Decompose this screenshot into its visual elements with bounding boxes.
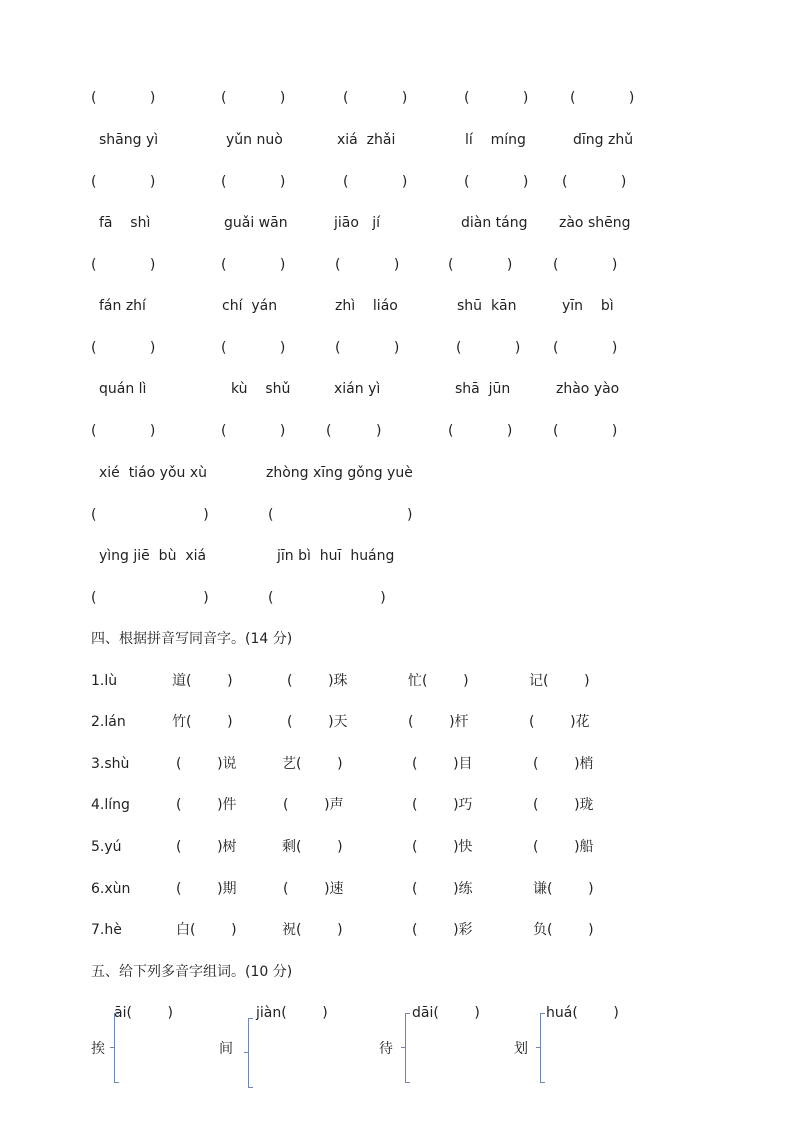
homophone-cell[interactable]: 祝( ) <box>282 922 343 938</box>
answer-blank[interactable]: ( ) <box>221 423 286 439</box>
answer-blank[interactable]: ( ) <box>343 90 408 106</box>
pinyin-idiom: yìng jiē bù xiá <box>99 548 207 564</box>
homophone-cell[interactable]: ( )说 <box>176 756 237 772</box>
answer-blank[interactable]: ( ) <box>570 90 635 106</box>
polyphone-pinyin[interactable]: huá( ) <box>546 1005 619 1021</box>
homophone-label: 5.yú <box>91 839 122 855</box>
homophone-cell[interactable]: ( )梢 <box>533 756 594 772</box>
pinyin-word: chí yán <box>222 298 278 314</box>
pinyin-idiom: jīn bì huī huáng <box>277 548 395 564</box>
answer-blank[interactable]: ( ) <box>91 257 156 273</box>
answer-blank[interactable]: ( ) <box>91 590 209 606</box>
pinyin-word: zhào yào <box>556 381 620 397</box>
homophone-cell[interactable]: ( )花 <box>529 714 590 730</box>
answer-blank[interactable]: ( ) <box>456 340 521 356</box>
answer-blank[interactable]: ( ) <box>553 423 618 439</box>
answer-blank[interactable]: ( ) <box>91 507 209 523</box>
answer-blank[interactable]: ( ) <box>448 257 513 273</box>
homophone-label: 6.xùn <box>91 881 131 897</box>
pinyin-idiom: zhòng xīng gǒng yuè <box>266 465 413 481</box>
bracket-icon <box>540 1013 547 1083</box>
polyphone-pinyin[interactable]: dāi( ) <box>412 1005 480 1021</box>
homophone-label: 2.lán <box>91 714 126 730</box>
homophone-cell[interactable]: 谦( ) <box>533 881 594 897</box>
homophone-cell[interactable]: ( )杆 <box>408 714 469 730</box>
answer-blank[interactable]: ( ) <box>464 90 529 106</box>
answer-blank[interactable]: ( ) <box>221 340 286 356</box>
pinyin-word: yǔn nuò <box>226 132 283 148</box>
homophone-label: 4.líng <box>91 797 130 813</box>
section-5-heading: 五、给下列多音字组词。(10 分) <box>91 964 293 980</box>
polyphone-char: 划 <box>514 1041 528 1057</box>
homophone-cell[interactable]: ( )件 <box>176 797 237 813</box>
pinyin-word: fā shì <box>99 215 151 231</box>
polyphone-pinyin[interactable]: jiàn( ) <box>256 1005 328 1021</box>
bracket-icon <box>248 1018 255 1088</box>
pinyin-word: xiá zhǎi <box>337 132 396 148</box>
answer-blank[interactable]: ( ) <box>464 174 529 190</box>
homophone-cell[interactable]: ( )速 <box>283 881 344 897</box>
homophone-cell[interactable]: ( )彩 <box>412 922 473 938</box>
pinyin-word: xián yì <box>334 381 381 397</box>
homophone-cell[interactable]: ( )天 <box>287 714 348 730</box>
homophone-cell[interactable]: ( )期 <box>176 881 237 897</box>
answer-blank[interactable]: ( ) <box>221 174 286 190</box>
pinyin-word: zhì liáo <box>335 298 398 314</box>
answer-blank[interactable]: ( ) <box>221 90 286 106</box>
bracket-icon <box>114 1013 121 1083</box>
homophone-cell[interactable]: ( )声 <box>283 797 344 813</box>
pinyin-word: dīng zhǔ <box>573 132 634 148</box>
homophone-cell[interactable]: 白( ) <box>176 922 237 938</box>
homophone-cell[interactable]: ( )目 <box>412 756 473 772</box>
pinyin-word: kù shǔ <box>231 381 291 397</box>
answer-blank[interactable]: ( ) <box>562 174 627 190</box>
homophone-cell[interactable]: 剩( ) <box>282 839 343 855</box>
pinyin-word: shā jūn <box>455 381 511 397</box>
homophone-cell[interactable]: 负( ) <box>533 922 594 938</box>
homophone-cell[interactable]: ( )珠 <box>287 673 348 689</box>
answer-blank[interactable]: ( ) <box>553 340 618 356</box>
pinyin-idiom: xié tiáo yǒu xù <box>99 465 207 481</box>
homophone-cell[interactable]: 忙( ) <box>408 673 469 689</box>
homophone-cell[interactable]: ( )练 <box>412 881 473 897</box>
bracket-icon <box>405 1013 412 1083</box>
pinyin-word: guǎi wān <box>224 215 288 231</box>
homophone-label: 7.hè <box>91 922 122 938</box>
answer-blank[interactable]: ( ) <box>343 174 408 190</box>
polyphone-char: 间 <box>219 1041 233 1057</box>
homophone-label: 1.lù <box>91 673 118 689</box>
section-4-heading: 四、根据拼音写同音字。(14 分) <box>91 631 293 647</box>
homophone-cell[interactable]: 道( ) <box>172 673 233 689</box>
homophone-cell[interactable]: 记( ) <box>529 673 590 689</box>
answer-blank[interactable]: ( ) <box>553 257 618 273</box>
pinyin-word: zào shēng <box>559 215 631 231</box>
pinyin-word: lí míng <box>465 132 526 148</box>
answer-blank[interactable]: ( ) <box>326 423 382 439</box>
answer-blank[interactable]: ( ) <box>335 257 400 273</box>
homophone-cell[interactable]: ( )船 <box>533 839 594 855</box>
answer-blank[interactable]: ( ) <box>268 507 413 523</box>
pinyin-word: jiāo jí <box>334 215 381 231</box>
answer-blank[interactable]: ( ) <box>91 423 156 439</box>
pinyin-word: shāng yì <box>99 132 159 148</box>
homophone-cell[interactable]: 艺( ) <box>282 756 343 772</box>
pinyin-word: yīn bì <box>562 298 614 314</box>
homophone-cell[interactable]: ( )快 <box>412 839 473 855</box>
polyphone-pinyin[interactable]: āi( ) <box>114 1005 173 1021</box>
pinyin-word: shū kān <box>457 298 517 314</box>
homophone-cell[interactable]: ( )巧 <box>412 797 473 813</box>
polyphone-char: 挨 <box>91 1041 105 1057</box>
answer-blank[interactable]: ( ) <box>448 423 513 439</box>
homophone-cell[interactable]: ( )树 <box>176 839 237 855</box>
homophone-cell[interactable]: ( )珑 <box>533 797 594 813</box>
answer-blank[interactable]: ( ) <box>221 257 286 273</box>
polyphone-char: 待 <box>379 1041 393 1057</box>
answer-blank[interactable]: ( ) <box>91 340 156 356</box>
answer-blank[interactable]: ( ) <box>91 174 156 190</box>
pinyin-word: fán zhí <box>99 298 146 314</box>
homophone-label: 3.shù <box>91 756 130 772</box>
pinyin-word: diàn táng <box>461 215 528 231</box>
answer-blank[interactable]: ( ) <box>268 590 386 606</box>
answer-blank[interactable]: ( ) <box>91 90 156 106</box>
answer-blank[interactable]: ( ) <box>335 340 400 356</box>
pinyin-word: quán lì <box>99 381 147 397</box>
homophone-cell[interactable]: 竹( ) <box>172 714 233 730</box>
